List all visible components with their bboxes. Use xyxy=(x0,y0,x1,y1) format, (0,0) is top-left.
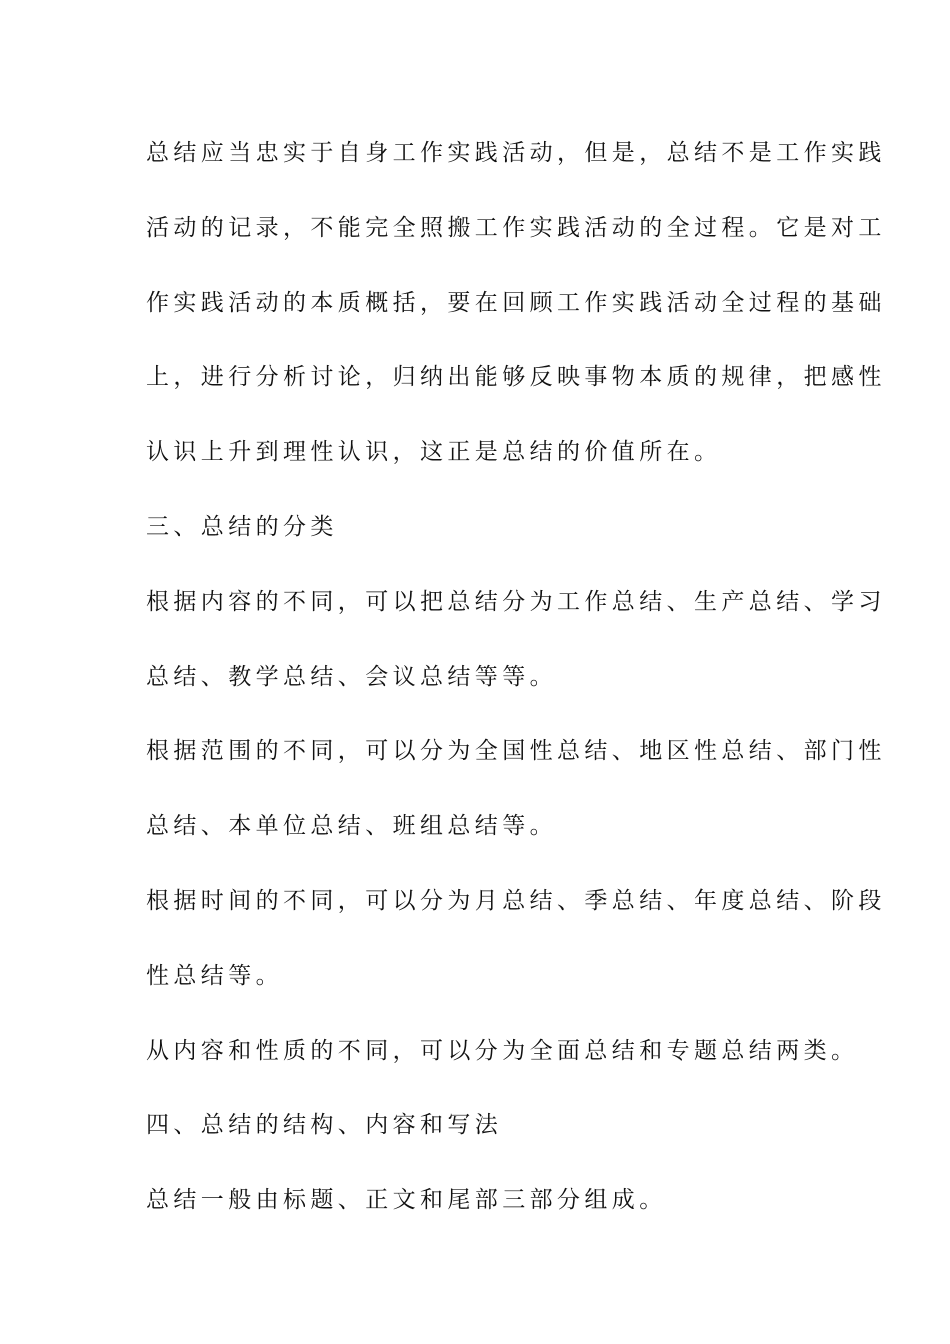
paragraph-line: 根据内容的不同，可以把总结分为工作总结、生产总结、学习 xyxy=(146,588,886,615)
section-heading: 四、总结的结构、内容和写法 xyxy=(146,1112,503,1139)
paragraph-line: 活动的记录，不能完全照搬工作实践活动的全过程。它是对工 xyxy=(146,214,886,241)
paragraph-line: 认识上升到理性认识，这正是总结的价值所在。 xyxy=(146,439,722,466)
paragraph-line: 性总结等。 xyxy=(146,962,283,989)
paragraph-line: 总结一般由标题、正文和尾部三部分组成。 xyxy=(146,1187,667,1214)
paragraph-line: 从内容和性质的不同，可以分为全面总结和专题总结两类。 xyxy=(146,1037,859,1064)
paragraph-line: 根据时间的不同，可以分为月总结、季总结、年度总结、阶段 xyxy=(146,887,886,914)
section-heading: 三、总结的分类 xyxy=(146,513,338,540)
paragraph-line: 根据范围的不同，可以分为全国性总结、地区性总结、部门性 xyxy=(146,738,886,765)
paragraph-line: 总结、教学总结、会议总结等等。 xyxy=(146,663,557,690)
document-body xyxy=(146,116,886,1238)
paragraph-line: 作实践活动的本质概括，要在回顾工作实践活动全过程的基础 xyxy=(146,289,886,316)
paragraph-line: 总结应当忠实于自身工作实践活动，但是，总结不是工作实践 xyxy=(146,140,886,166)
paragraph-line: 上，进行分析讨论，归纳出能够反映事物本质的规律，把感性 xyxy=(146,364,886,391)
paragraph-line: 总结、本单位总结、班组总结等。 xyxy=(146,813,557,840)
